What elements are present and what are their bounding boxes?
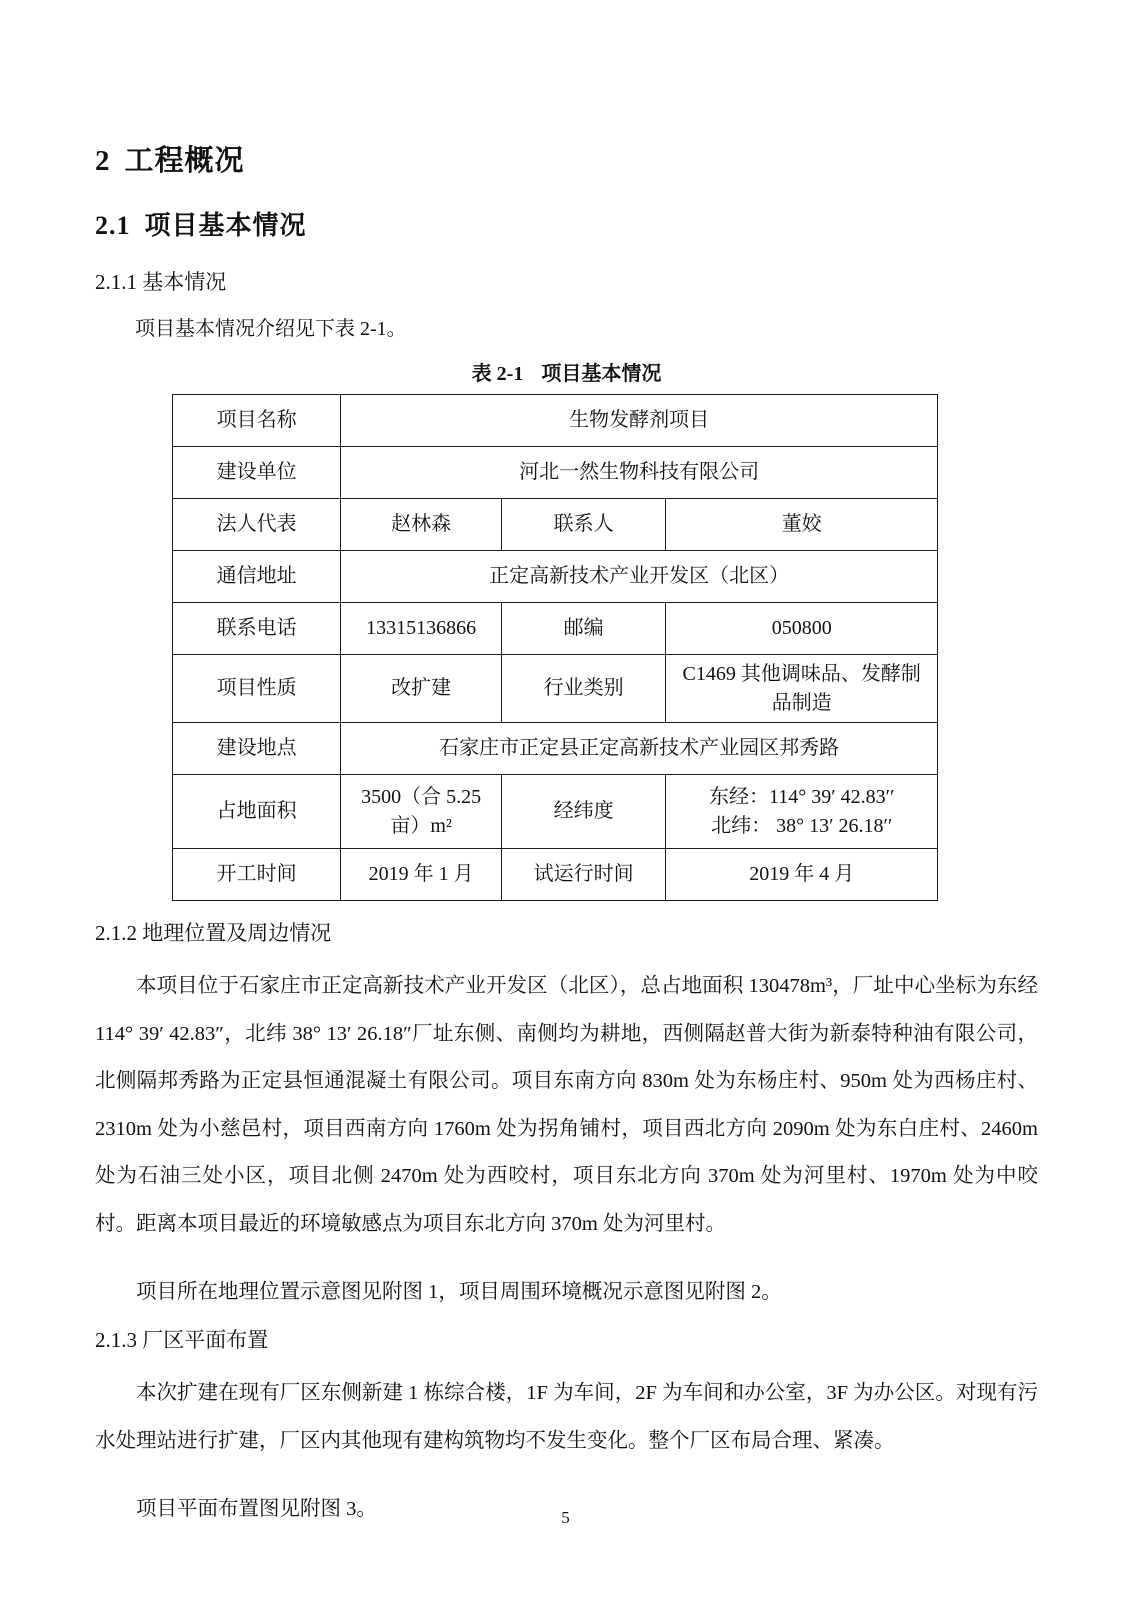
section-number: 2.1 — [95, 211, 131, 240]
cell-label: 建设地点 — [173, 723, 341, 775]
cell-value: 2019 年 4 月 — [666, 849, 938, 901]
table-caption-title: 项目基本情况 — [541, 363, 662, 385]
chapter-heading — [95, 138, 1038, 179]
cell-value: C1469 其他调味品、发酵制品制造 — [666, 655, 938, 723]
cell-value-coordinates — [666, 775, 938, 849]
paragraph-table-intro: 项目基本情况介绍见下表 2-1。 — [135, 318, 407, 340]
cell-value: 13315136866 — [341, 603, 502, 655]
cell-value: 改扩建 — [341, 655, 502, 723]
cell-label: 经纬度 — [501, 775, 665, 849]
section-heading — [95, 205, 1038, 242]
table-row — [173, 655, 938, 723]
cell-label: 联系人 — [501, 499, 665, 551]
table-caption — [95, 357, 1038, 386]
table-row — [173, 447, 938, 499]
cell-label: 行业类别 — [501, 655, 665, 723]
table-row — [173, 849, 938, 901]
cell-label: 项目性质 — [173, 655, 341, 723]
cell-label: 法人代表 — [173, 499, 341, 551]
section-title: 项目基本情况 — [144, 211, 307, 240]
cell-label: 试运行时间 — [501, 849, 665, 901]
chapter-title: 工程概况 — [124, 145, 245, 177]
paragraph-layout-reference: 项目平面布置图见附图 3。 — [136, 1498, 377, 1521]
table-row — [173, 499, 938, 551]
table-row — [173, 395, 938, 447]
table-caption-number: 表 2-1 — [471, 363, 524, 385]
cell-label: 建设单位 — [173, 447, 341, 499]
table-row — [173, 723, 938, 775]
project-info-table — [172, 394, 938, 901]
table-row — [173, 775, 938, 849]
page-number: 5 — [561, 1508, 570, 1527]
subsection-heading-211: 2.1.1 基本情况 — [95, 270, 227, 294]
cell-label: 占地面积 — [173, 775, 341, 849]
cell-label: 联系电话 — [173, 603, 341, 655]
cell-value: 2019 年 1 月 — [341, 849, 502, 901]
cell-value: 董姣 — [666, 499, 938, 551]
table-row — [173, 603, 938, 655]
cell-label: 项目名称 — [173, 395, 341, 447]
cell-label: 开工时间 — [173, 849, 341, 901]
subsection-heading-213: 2.1.3 厂区平面布置 — [95, 1328, 269, 1353]
cell-value: 正定高新技术产业开发区（北区） — [341, 551, 938, 603]
cell-value: 生物发酵剂项目 — [341, 395, 938, 447]
chapter-number: 2 — [95, 145, 111, 177]
cell-label: 通信地址 — [173, 551, 341, 603]
paragraph-map-reference: 项目所在地理位置示意图见附图 1，项目周围环境概况示意图见附图 2。 — [136, 1281, 782, 1304]
cell-label: 邮编 — [501, 603, 665, 655]
subsection-heading-212: 2.1.2 地理位置及周边情况 — [95, 921, 332, 945]
cell-value: 赵林森 — [341, 499, 502, 551]
cell-value: 河北一然生物科技有限公司 — [341, 447, 938, 499]
table-row — [173, 551, 938, 603]
cell-value: 石家庄市正定县正定高新技术产业园区邦秀路 — [341, 723, 938, 775]
cell-value: 050800 — [666, 603, 938, 655]
cell-value: 3500（合 5.25 亩）m² — [341, 775, 502, 849]
coordinate-latitude: 北纬： 38° 13′ 26.18′′ — [711, 814, 893, 837]
coordinate-longitude: 东经：114° 39′ 42.83′′ — [709, 785, 895, 808]
paragraph-layout-description: 本次扩建在现有厂区东侧新建 1 栋综合楼，1F 为车间，2F 为车间和办公室，3F 为办公区。对现有污水处理站进行扩建，厂区内其他现有建构筑物均不发生变化。整个厂区布局合理、紧凑。 — [95, 1382, 1038, 1452]
paragraph-location-description: 本项目位于石家庄市正定高新技术产业开发区（北区），总占地面积 130478m³，厂址中心坐标为东经 114° 39′ 42.83″，北纬 38° 13′ 26.18″厂址东侧、南侧均为耕地，西侧隔赵普大街为新泰特种油有限公司，北侧隔邦秀路为正定县恒通混凝土有限公司。项目东南方向 830m 处为东杨庄村、950m 处为西杨庄村、2310m 处为小慈邑村，项目西南方向 1760m 处为拐角铺村，项目西北方向 2090m 处为东白庄村、2460m 处为石油三处小区，项目北侧 2470m 处为西咬村，项目东北方向 370m 处为河里村、1970m 处为中咬村。距离本项目最近的环境敏感点为项目东北方向 370m 处为河里村。 — [95, 975, 1038, 1235]
